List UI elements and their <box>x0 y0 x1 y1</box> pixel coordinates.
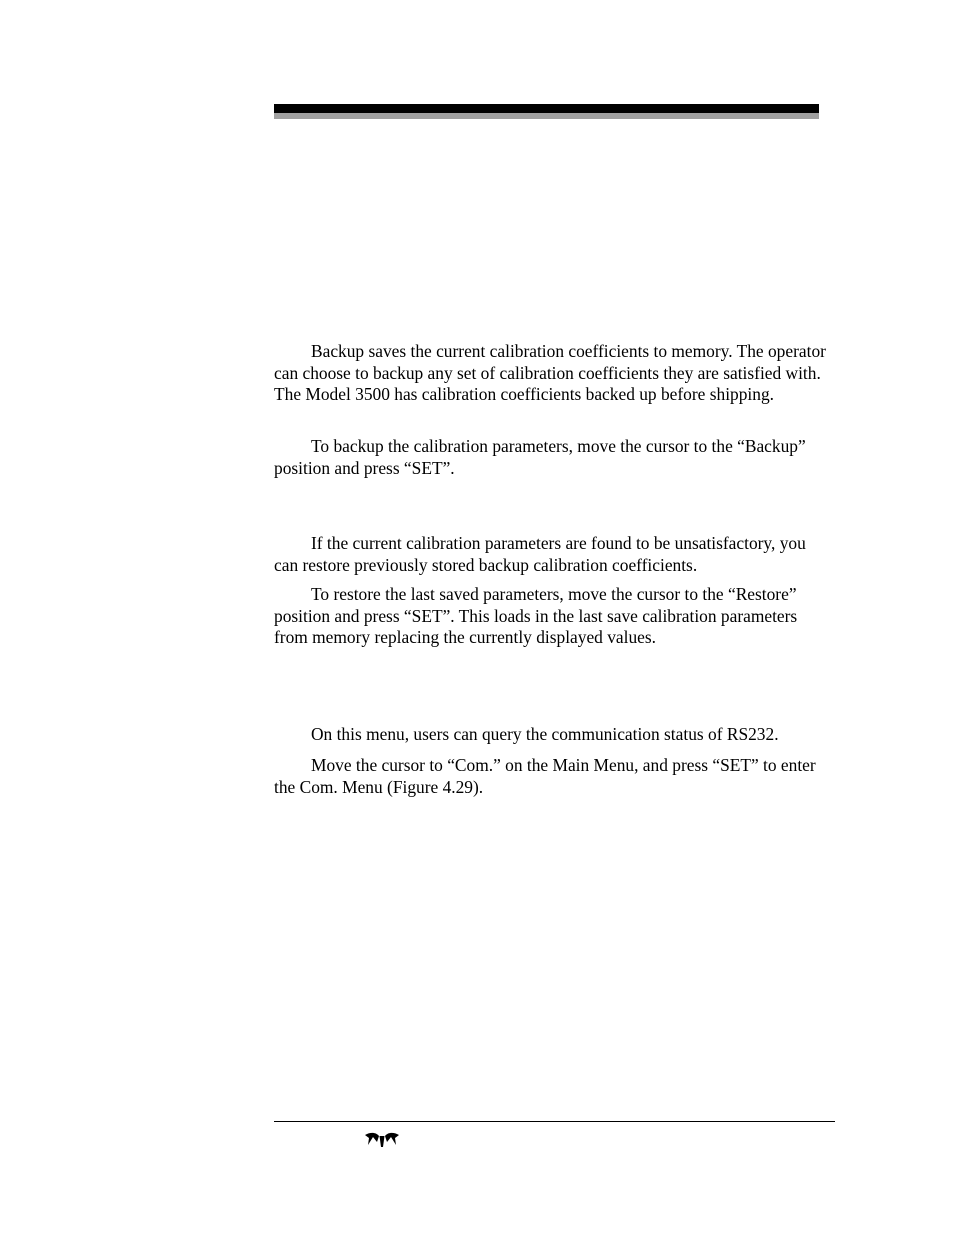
footer-rule <box>274 1121 835 1122</box>
header-rule <box>274 104 819 119</box>
backup-description-paragraph: Backup saves the current calibration coefficients to memory. The operator can choose to backup any set of calibration coefficients they are satisfied with. The Model 3500 has calibration coefficients backed up before shipping. <box>274 341 826 405</box>
restore-instruction-paragraph: To restore the last saved parameters, move the cursor to the “Restore” position and press “SET”. This loads in the last save calibration parameters from memory replacing the currently displayed values. <box>274 584 798 648</box>
backup-instruction-paragraph: To backup the calibration parameters, move the cursor to the “Backup” position and press “SET”. <box>274 436 806 478</box>
com-description-paragraph: On this menu, users can query the communication status of RS232. <box>311 724 779 744</box>
header-rule-black <box>274 104 819 113</box>
header-rule-grey <box>274 113 819 119</box>
teledyne-logo-icon <box>364 1132 400 1148</box>
com-instruction-paragraph: Move the cursor to “Com.” on the Main Menu, and press “SET” to enter the Com. Menu (Figure 4.29). <box>274 755 816 797</box>
restore-description-paragraph: If the current calibration parameters are found to be unsatisfactory, you can restore previously stored backup calibration coefficients. <box>274 533 806 575</box>
